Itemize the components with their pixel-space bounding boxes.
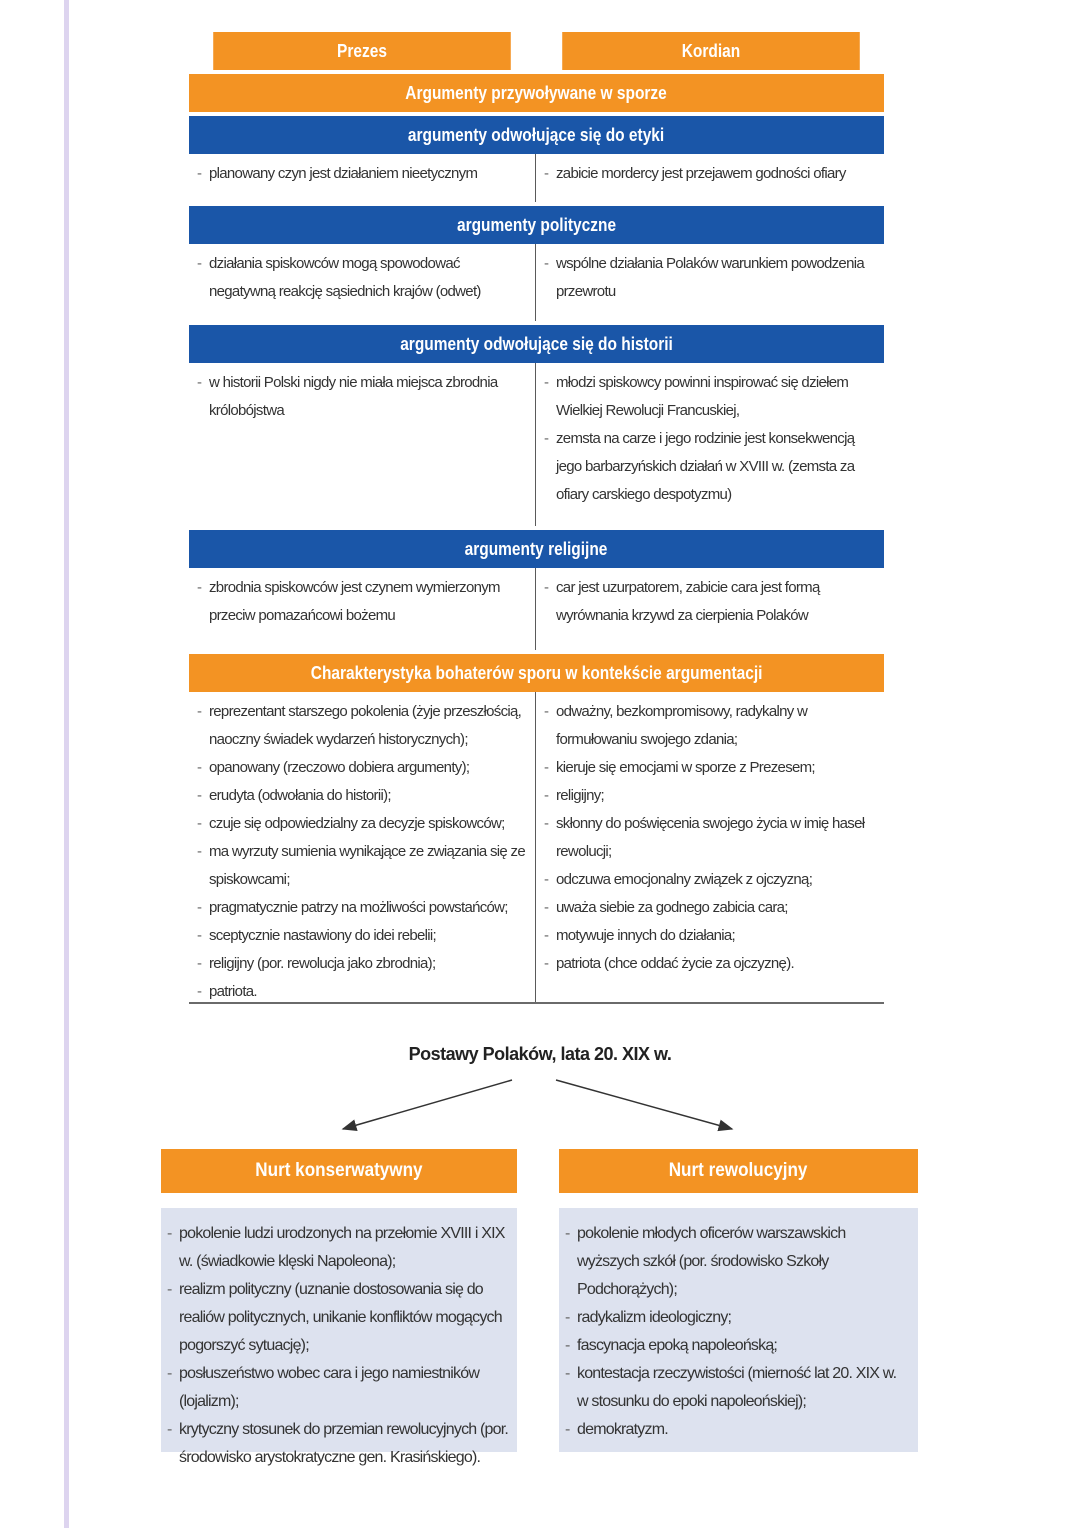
list-item: - działania spiskowców mogą spowodować negatywną reakcję sąsiednich krajów (odwet) xyxy=(197,250,527,306)
list-item: - zabicie mordercy jest przejawem godności ofiary xyxy=(544,160,875,188)
list-item: - demokratyzm. xyxy=(565,1416,910,1444)
section-title: argumenty religijne xyxy=(465,538,608,559)
conservative-title: Nurt konserwatywny xyxy=(255,1160,423,1181)
list-item: - ma wyrzuty sumienia wynikające ze związania się ze spiskowcami; xyxy=(197,838,527,894)
list-item: - czuje się odpowiedzialny za decyzje spiskowców; xyxy=(197,810,527,838)
section-title: argumenty odwołujące się do historii xyxy=(400,333,673,354)
revolutionary-header xyxy=(559,1149,918,1193)
list-item: - pragmatycznie patrzy na możliwości powstańców; xyxy=(197,894,527,922)
list-item: - odczuwa emocjonalny związek z ojczyzną; xyxy=(544,866,875,894)
list-item: - odważny, bezkompromisowy, radykalny w formułowaniu swojego zdania; xyxy=(544,698,875,754)
revolutionary-box xyxy=(559,1208,918,1452)
list-item: - krytyczny stosunek do przemian rewolucyjnych (por. środowisko arystokratyczne gen. Krasińskiego). xyxy=(167,1416,509,1472)
section-title: argumenty polityczne xyxy=(456,214,617,235)
list-item: - motywuje innych do działania; xyxy=(544,922,875,950)
list-item: - fascynacja epoką napoleońską; xyxy=(565,1332,910,1360)
list-item: - car jest uzurpatorem, zabicie cara jest formą wyrównania krzywd za cierpienia Polaków xyxy=(544,574,875,630)
list-item: - pokolenie młodych oficerów warszawskich wyższych szkół (por. środowisko Szkoły Podchorążych); xyxy=(565,1220,910,1304)
list-item: - posłuszeństwo wobec cara i jego namiestników (lojalizm); xyxy=(167,1360,509,1416)
list-item: - patriota (chce oddać życie za ojczyznę). xyxy=(544,950,875,978)
list-item: - planowany czyn jest działaniem nieetycznym xyxy=(197,160,527,188)
list-item: - erudyta (odwołania do historii); xyxy=(197,782,527,810)
list-item: - religijny (por. rewolucja jako zbrodnia); xyxy=(197,950,527,978)
header-prezes: Prezes xyxy=(213,32,511,70)
list-item: - patriota. xyxy=(197,978,527,1006)
arrow-left xyxy=(343,1080,512,1129)
list-item: - skłonny do poświęcenia swojego życia w imię haseł rewolucji; xyxy=(544,810,875,866)
flow-title: Postawy Polaków, lata 20. XIX w. xyxy=(408,1044,672,1064)
list-item: - uważa siebie za godnego zabicia cara; xyxy=(544,894,875,922)
section-title: argumenty odwołujące się do etyki xyxy=(408,124,665,145)
list-item: - kieruje się emocjami w sporze z Prezesem; xyxy=(544,754,875,782)
list-item: - opanowany (rzeczowo dobiera argumenty); xyxy=(197,754,527,782)
conservative-box xyxy=(161,1208,517,1466)
list-item: - kontestacja rzeczywistości (mierność lat 20. XIX w. w stosunku do epoki napoleońskiej); xyxy=(565,1360,910,1416)
list-item: - sceptycznie nastawiony do idei rebelii; xyxy=(197,922,527,950)
arrow-right xyxy=(556,1080,732,1129)
main-title: Argumenty przywoływane w sporze xyxy=(405,82,668,103)
list-item: - pokolenie ludzi urodzonych na przełomie XVIII i XIX w. (świadkowie klęski Napoleona); xyxy=(167,1220,509,1276)
list-item: - wspólne działania Polaków warunkiem powodzenia przewrotu xyxy=(544,250,875,306)
list-item: - realizm polityczny (uznanie dostosowania się do realiów politycznych, unikanie konfliktów mogących pogorszyć sytuację); xyxy=(167,1276,509,1360)
list-item: - zemsta na carze i jego rodzinie jest konsekwencją jego barbarzyńskich działań w XVIII w. (zemsta za ofiary carskiego despotyzmu) xyxy=(544,425,875,509)
list-item: - reprezentant starszego pokolenia (żyje przeszłością, naoczny świadek wydarzeń historycznych); xyxy=(197,698,527,754)
header-kordian: Kordian xyxy=(562,32,860,70)
list-item: - w historii Polski nigdy nie miała miejsca zbrodnia królobójstwa xyxy=(197,369,527,425)
revolutionary-title: Nurt rewolucyjny xyxy=(669,1160,808,1181)
list-item: - zbrodnia spiskowców jest czynem wymierzonym przeciw pomazańcowi bożemu xyxy=(197,574,527,630)
characteristics-title: Charakterystyka bohaterów sporu w kontekście argumentacji xyxy=(310,662,763,683)
list-item: - młodzi spiskowcy powinni inspirować się dziełem Wielkiej Rewolucji Francuskiej, xyxy=(544,369,875,425)
list-item: - religijny; xyxy=(544,782,875,810)
list-item: - radykalizm ideologiczny; xyxy=(565,1304,910,1332)
conservative-header xyxy=(161,1149,517,1193)
